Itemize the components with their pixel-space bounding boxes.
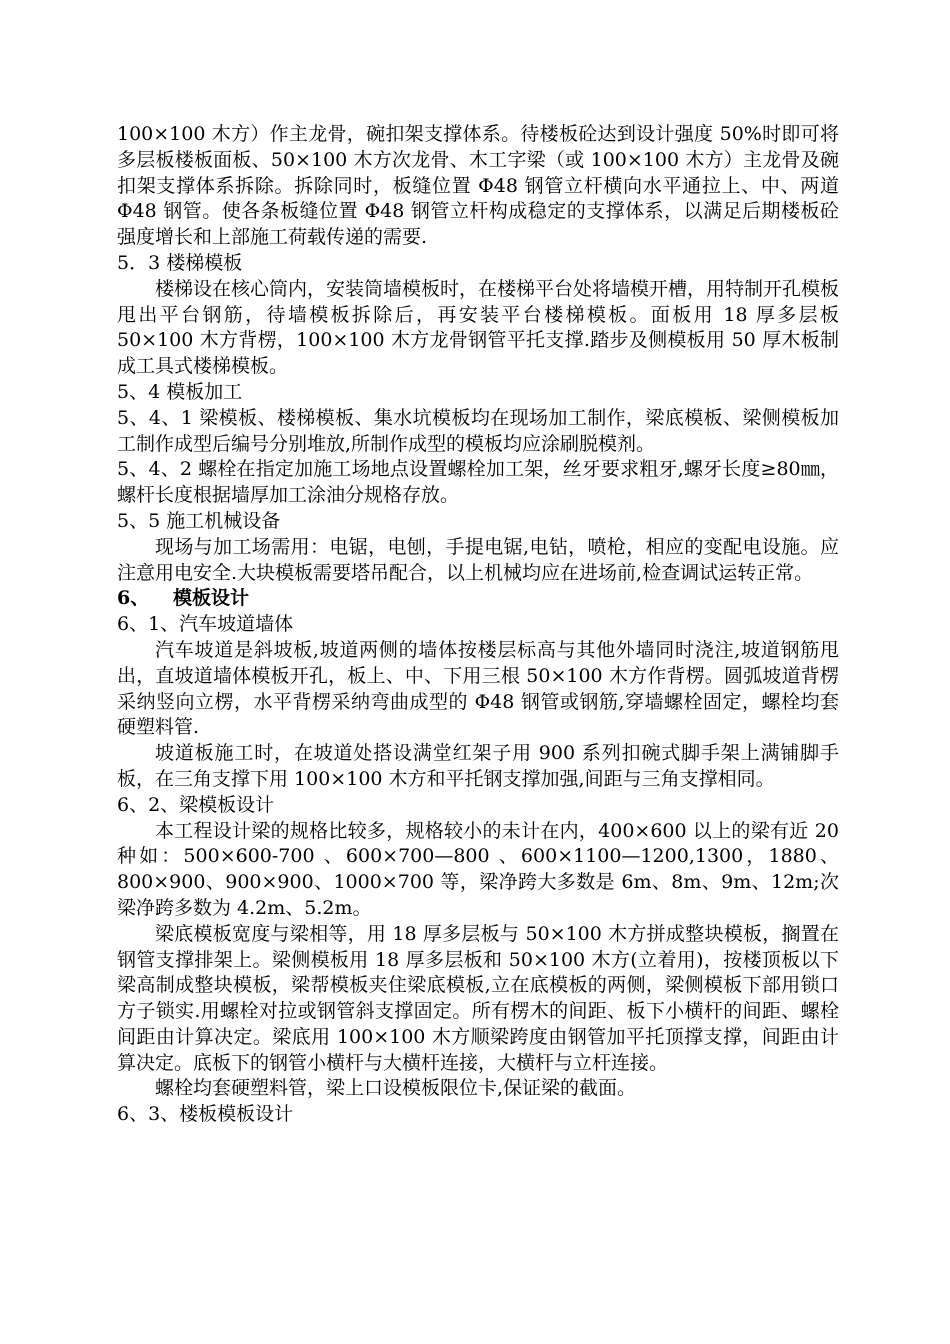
paragraph-bolt-sleeves: 螺栓均套硬塑料管，梁上口设模板限位卡,保证梁的截面。 <box>155 1077 637 1100</box>
heading-slab-formwork-design: 6、3、楼板模板设计 <box>117 1103 294 1126</box>
heading-title: 模板设计 <box>173 587 250 610</box>
heading-construction-machinery: 5、5 施工机械设备 <box>117 509 281 532</box>
heading-formwork-processing: 5、4 模板加工 <box>117 380 243 403</box>
paragraph-beam-bottom-formwork: 梁底模板宽度与梁相等，用 18 厚多层板与 50×100 木方拼成整块模板，搁置在钢管支撑排架上。梁侧模板用 18 厚多层板和 50×100 木方(立着用)，按楼顶板以下梁高制成整块模板，梁帮模板夹住梁底模板,立在底模板的两侧，梁侧模板下部用锁口方子锁实.用螺栓对拉或钢管斜支撑固定。所有楞木的间距、板下小横杆的间距、螺栓间距由计算决定。梁底用 100×100 木方顺梁跨度由钢管加平托顶撑支撑，间距由计算决定。底板下的钢管小横杆与大横杆连接，大横杆与立杆连接。 <box>117 922 839 1074</box>
heading-number: 6、 <box>117 587 150 610</box>
document-body <box>117 122 839 1128</box>
paragraph-floor-slab-removal: 100×100 木方）作主龙骨，碗扣架支撑体系。待楼板砼达到设计强度 50%时即可将多层板楼板面板、50×100 木方次龙骨、木工字梁（或 100×100 木方）主龙骨及碗扣架支撑体系拆除。拆除同时，板缝位置 Φ48 钢管立杆横向水平通拉上、中、两道 Φ48 钢管。使各条板缝位置 Φ48 钢管立杆构成稳定的支撑体系，以满足后期楼板砼强度增长和上部施工荷载传递的需要. <box>117 123 839 249</box>
heading-beam-formwork-design: 6、2、梁模板设计 <box>117 793 275 816</box>
heading-ramp-wall: 6、1、汽车坡道墙体 <box>117 613 294 636</box>
paragraph-machinery: 现场与加工场需用：电锯，电刨，手提电锯,电钻，喷枪，相应的变配电设施。应注意用电安全.大块模板需要塔吊配合，以上机械均应在进场前,检查调试运转正常。 <box>117 535 839 584</box>
heading-formwork-design <box>117 586 839 612</box>
paragraph-bolt-processing: 5、4、2 螺栓在指定加施工场地点设置螺栓加工架，丝牙要求粗牙,螺牙长度≥80㎜，螺杆长度根据墙厚加工涂油分规格存放。 <box>117 458 839 507</box>
paragraph-ramp-slab: 坡道板施工时，在坡道处搭设满堂红架子用 900 系列扣碗式脚手架上满铺脚手板，在三角支撑下用 100×100 木方和平托钢支撑加强,间距与三角支撑相同。 <box>117 742 839 790</box>
paragraph-ramp-wall: 汽车坡道是斜坡板,坡道两侧的墙体按楼层标高与其他外墙同时浇注,坡道钢筋甩出，直坡道墙体模板开孔，板上、中、下用三根 50×100 木方作背楞。圆弧坡道背楞采纳竖向立楞，水平背楞采纳弯曲成型的 Φ48 钢管或钢筋,穿墙螺栓固定，螺栓均套硬塑料管. <box>117 638 839 739</box>
heading-stair-formwork: 5．3 楼梯模板 <box>117 251 243 274</box>
paragraph-beam-specs: 本工程设计梁的规格比较多，规格较小的未计在内，400×600 以上的梁有近 20 种如：500×600-700 、600×700—800 、600×1100—1200,1300，1880、800×900、900×900、1000×700 等，梁净跨大多数是 6m、8m、9m、12m;次梁净跨多数为 4.2m、5.2m。 <box>117 819 839 919</box>
paragraph-beam-formwork-processing: 5、4、1 梁模板、楼梯模板、集水坑模板均在现场加工制作，梁底模板、梁侧模板加工制作成型后编号分别堆放,所制作成型的模板均应涂刷脱模剂。 <box>117 406 839 455</box>
paragraph-stair-formwork: 楼梯设在核心筒内，安装筒墙模板时，在楼梯平台处将墙模开槽，用特制开孔模板甩出平台钢筋，待墙模板拆除后，再安装平台楼梯模板。面板用 18 厚多层板 50×100 木方背楞，100×100 木方龙骨钢管平托支撑.踏步及侧模板用 50 厚木板制成工具式楼梯模板。 <box>117 277 840 378</box>
